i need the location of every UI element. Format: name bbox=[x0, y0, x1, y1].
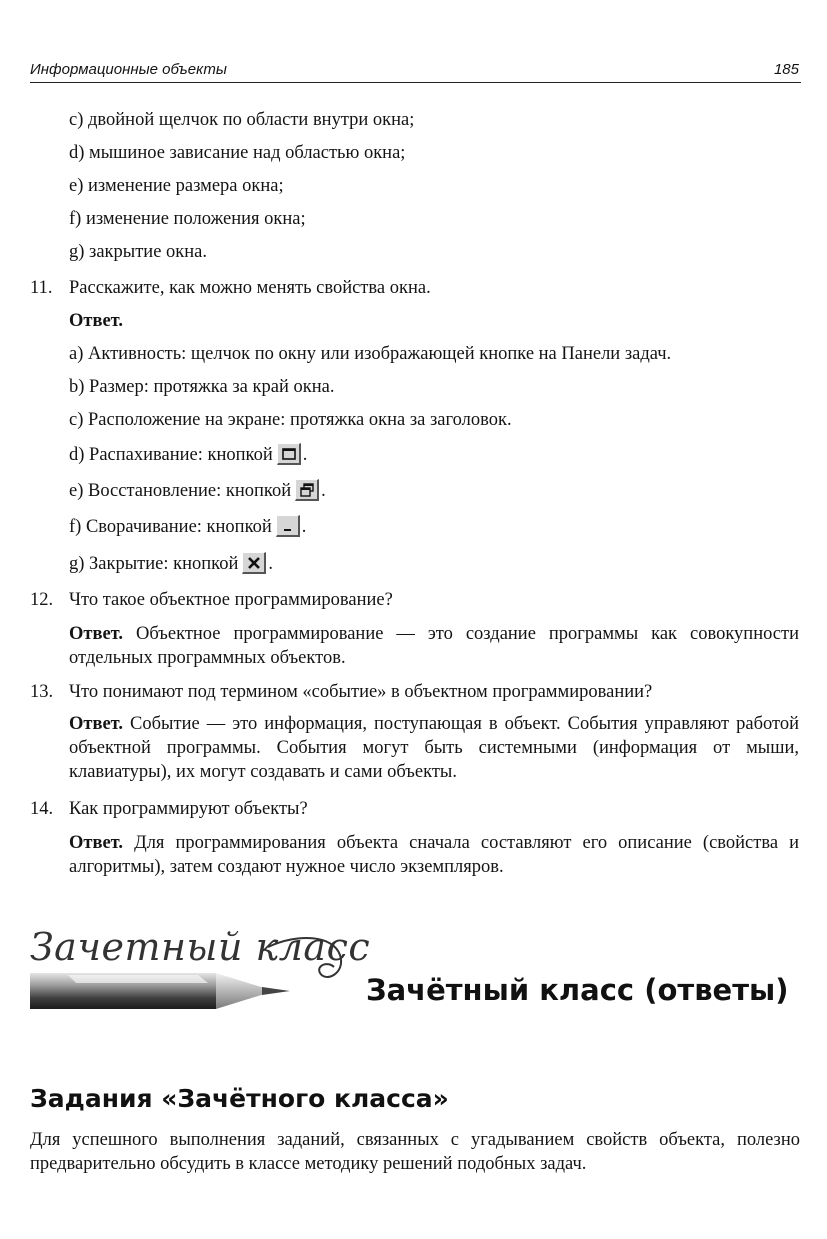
answer-item-text: d) Распахивание: кнопкой bbox=[69, 445, 273, 465]
answer-item: a) Активность: щелчок по окну или изображающей кнопке на Панели задач. bbox=[69, 344, 672, 364]
answer-label: Ответ. bbox=[69, 624, 124, 644]
answer-item: d) Распахивание: кнопкой . bbox=[69, 445, 308, 465]
answer-text: Объектное программирование — это создание программы как совокупности отдельных программных объектов. bbox=[69, 624, 800, 668]
section-title: Задания «Зачётного класса» bbox=[30, 1084, 449, 1113]
answer-text: Для программирования объекта сначала составляют его описание (свойства и алгоритмы), затем создают нужное число экземпляров. bbox=[69, 833, 799, 877]
question-text: Что такое объектное программирование? bbox=[69, 590, 393, 610]
question-text: Расскажите, как можно менять свойства окна. bbox=[69, 278, 431, 298]
answer-paragraph bbox=[69, 712, 799, 784]
answer-item-text: f) Сворачивание: кнопкой bbox=[69, 517, 272, 537]
answer-text: Событие — это информация, поступающая в объект. События управляют работой объектной программы. События могут быть системными (информация от мыши, клавиатуры), их могут создавать и сами объекты. bbox=[69, 714, 800, 782]
answer-item-text: g) Закрытие: кнопкой bbox=[69, 554, 239, 574]
answer-item: e) Восстановление: кнопкой . bbox=[69, 481, 326, 501]
close-icon bbox=[242, 552, 266, 574]
list-item: e) изменение размера окна; bbox=[69, 176, 284, 196]
running-header bbox=[30, 60, 801, 83]
list-item: g) закрытие окна. bbox=[69, 242, 208, 262]
maximize-icon bbox=[277, 443, 301, 465]
question-number: 13. bbox=[30, 682, 54, 702]
list-item: d) мышиное зависание над областью окна; bbox=[69, 143, 406, 163]
answer-item-text: e) Восстановление: кнопкой bbox=[69, 481, 292, 501]
question-number: 12. bbox=[30, 590, 54, 610]
list-item: c) двойной щелчок по области внутри окна; bbox=[69, 110, 415, 130]
banner-logo-text: Зачетный класс bbox=[30, 925, 371, 969]
answer-label: Ответ. bbox=[69, 833, 124, 853]
answer-item: b) Размер: протяжка за край окна. bbox=[69, 377, 335, 397]
section-banner bbox=[28, 925, 808, 1025]
question-text: Как программируют объекты? bbox=[69, 799, 308, 819]
question-number: 11. bbox=[30, 278, 53, 298]
header-title: Информационные объекты bbox=[30, 61, 227, 78]
answer-paragraph bbox=[69, 831, 799, 879]
minimize-icon bbox=[276, 515, 300, 537]
answer-label: Ответ. bbox=[69, 714, 124, 734]
pencil-icon bbox=[28, 925, 371, 1025]
answer-item: c) Расположение на экране: протяжка окна за заголовок. bbox=[69, 410, 512, 430]
section-intro: Для успешного выполнения заданий, связанных с угадыванием свойств объекта, полезно предварительно обсудить в классе методику решений подобных задач. bbox=[30, 1130, 800, 1174]
banner-heading: Зачётный класс (ответы) bbox=[366, 973, 789, 1007]
restore-icon bbox=[295, 479, 319, 501]
answer-paragraph bbox=[69, 622, 799, 670]
answer-item: g) Закрытие: кнопкой . bbox=[69, 554, 274, 574]
question-text: Что понимают под термином «событие» в объектном программировании? bbox=[69, 682, 653, 702]
page-number: 185 bbox=[773, 61, 799, 78]
answer-item: f) Сворачивание: кнопкой . bbox=[69, 517, 307, 537]
answer-label: Ответ. bbox=[69, 311, 124, 331]
list-item: f) изменение положения окна; bbox=[69, 209, 306, 229]
question-number: 14. bbox=[30, 799, 54, 819]
